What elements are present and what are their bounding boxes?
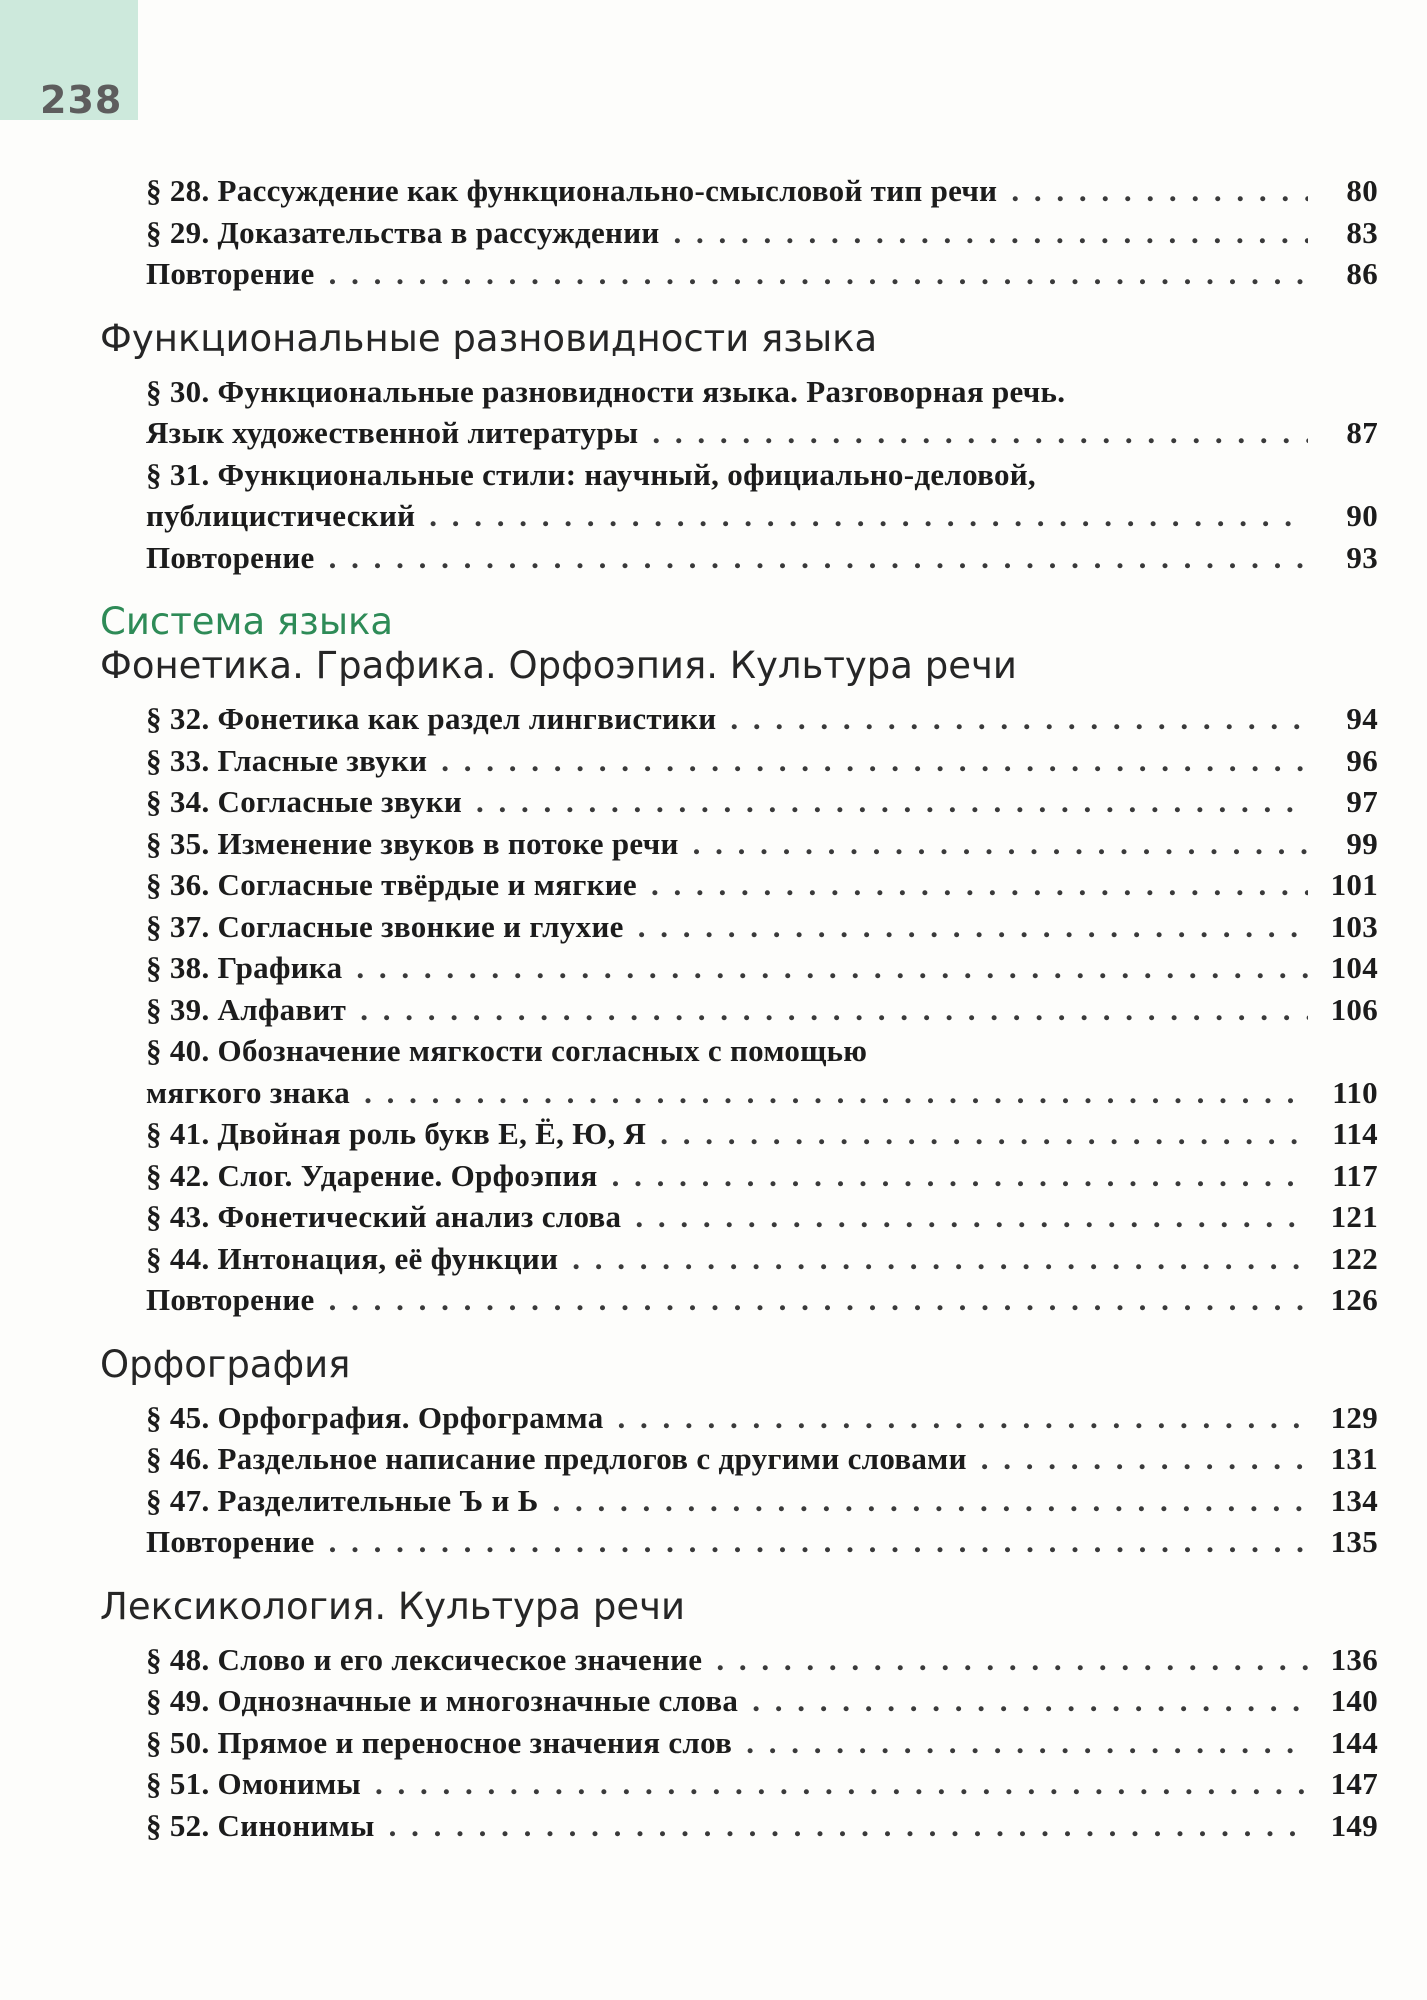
toc-entry[interactable]	[146, 823, 1378, 865]
toc-entry[interactable]	[146, 1763, 1378, 1805]
toc-entry-page: 93	[1346, 539, 1378, 575]
toc-entry-label: Повторение	[146, 1282, 315, 1317]
toc-entry-list	[100, 170, 1378, 295]
dot-leader	[693, 823, 1308, 865]
toc-entry[interactable]	[146, 781, 1378, 823]
toc-entry[interactable]	[146, 1639, 1378, 1681]
section-heading: Фонетика. Графика. Орфоэпия. Культура речи	[100, 644, 1017, 687]
toc-entry-page: 129	[1330, 1399, 1378, 1435]
toc-entry-label: § 43. Фонетический анализ слова	[146, 1199, 622, 1234]
dot-leader	[635, 1196, 1308, 1238]
toc-entry-label: § 36. Согласные твёрдые и мягкие	[146, 867, 637, 902]
toc-entry-page: 90	[1346, 498, 1378, 533]
toc-entry-label: § 52. Синонимы	[146, 1807, 375, 1843]
toc-entry[interactable]	[146, 212, 1378, 254]
dot-leader	[730, 698, 1308, 740]
toc-entry[interactable]	[146, 170, 1378, 212]
dot-leader	[375, 1763, 1308, 1805]
toc-entry-label: § 34. Согласные звуки	[146, 784, 463, 819]
toc-entry-title-line: § 40. Обозначение мягкости согласных с помощью	[146, 1033, 868, 1068]
dot-leader	[329, 1521, 1308, 1563]
toc-entry-label: § 47. Разделительные Ъ и Ь	[146, 1482, 539, 1518]
dot-leader	[612, 1155, 1308, 1197]
toc-entry-page: 103	[1330, 908, 1378, 944]
toc-entry-page: 140	[1330, 1683, 1378, 1718]
section-heading: Функциональные разновидности языка	[100, 316, 878, 360]
toc-entry-page: 134	[1330, 1482, 1378, 1518]
toc-entry-page: 136	[1330, 1641, 1378, 1677]
toc-entry-page: 121	[1330, 1199, 1378, 1234]
toc-entry-label: § 37. Согласные звонкие и глухие	[146, 908, 624, 944]
toc-entry[interactable]	[146, 1072, 1378, 1114]
toc-entry-label: § 45. Орфография. Орфограмма	[146, 1399, 604, 1435]
toc-entry-page: 97	[1346, 784, 1378, 819]
toc-entry[interactable]	[146, 989, 1378, 1031]
dot-leader	[651, 864, 1308, 906]
toc-entry-list	[100, 1639, 1378, 1847]
toc-entry-page: 135	[1330, 1524, 1378, 1559]
toc-entry-page: 149	[1330, 1807, 1378, 1843]
toc-entry-list	[100, 1397, 1378, 1563]
toc-entry[interactable]	[146, 947, 1378, 989]
toc-entry-label: § 33. Гласные звуки	[146, 742, 428, 778]
dot-leader	[356, 947, 1308, 989]
toc-entry[interactable]	[146, 698, 1378, 740]
dot-leader	[476, 781, 1308, 823]
toc-entry-title-line: § 30. Функциональные разновидности языка. Разговорная речь.	[146, 373, 1066, 409]
toc-entry[interactable]	[146, 1196, 1378, 1238]
toc-entry[interactable]	[146, 864, 1378, 906]
dot-leader	[618, 1397, 1309, 1439]
dot-leader	[572, 1238, 1308, 1280]
toc-entry-page: 144	[1330, 1724, 1378, 1760]
toc-entry[interactable]	[146, 906, 1378, 948]
toc-entry-page: 94	[1346, 701, 1378, 736]
toc-entry-label: Повторение	[146, 539, 315, 575]
dot-leader	[360, 989, 1308, 1031]
toc-entry-page: 96	[1346, 742, 1378, 778]
toc-entry-label: § 29. Доказательства в рассуждении	[146, 214, 660, 250]
toc-entry-label: § 28. Рассуждение как функционально-смысловой тип речи	[146, 173, 998, 208]
toc-entry-list	[100, 371, 1378, 579]
toc-entry-label: § 48. Слово и его лексическое значение	[146, 1641, 703, 1677]
toc-entry-label: § 35. Изменение звуков в потоке речи	[146, 825, 679, 861]
toc-entry[interactable]	[146, 1113, 1378, 1155]
toc-section	[100, 1585, 1378, 1847]
toc-entry[interactable]	[146, 1279, 1378, 1321]
toc-entry[interactable]	[146, 1480, 1378, 1522]
dot-leader	[638, 906, 1308, 948]
dot-leader	[329, 253, 1308, 295]
toc-entry[interactable]	[146, 1722, 1378, 1764]
page-number: 238	[40, 78, 123, 122]
toc-entry-page: 110	[1332, 1074, 1378, 1110]
dot-leader	[389, 1805, 1308, 1847]
toc-entry-page: 126	[1330, 1282, 1378, 1317]
toc-entry[interactable]	[146, 1680, 1378, 1722]
dot-leader	[553, 1480, 1309, 1522]
dot-leader	[441, 740, 1308, 782]
toc-section	[100, 317, 1378, 579]
toc-entry-label: публицистический	[146, 498, 416, 533]
dot-leader	[660, 1113, 1308, 1155]
toc-entry[interactable]	[146, 537, 1378, 579]
toc-section	[100, 170, 1378, 295]
toc-entry-page: 147	[1330, 1766, 1378, 1801]
toc-entry-label: мягкого знака	[146, 1074, 351, 1110]
toc-entry[interactable]	[146, 1521, 1378, 1563]
toc-entry-page: 86	[1346, 256, 1378, 291]
table-of-contents	[100, 170, 1378, 1868]
toc-entry-label: § 32. Фонетика как раздел лингвистики	[146, 701, 717, 736]
part-heading: Система языка	[100, 600, 394, 643]
toc-entry[interactable]	[146, 1438, 1378, 1480]
dot-leader	[429, 495, 1308, 537]
toc-entry-label: § 46. Раздельное написание предлогов с другими словами	[146, 1441, 967, 1476]
toc-entry[interactable]	[146, 1155, 1378, 1197]
toc-entry-page: 99	[1346, 825, 1378, 861]
toc-section	[100, 600, 1378, 1321]
toc-entry-label: § 49. Однозначные и многозначные слова	[146, 1683, 739, 1718]
toc-entry-label: § 41. Двойная роль букв Е, Ё, Ю, Я	[146, 1116, 647, 1151]
toc-entry-label: § 51. Омонимы	[146, 1766, 362, 1801]
toc-section	[100, 1343, 1378, 1563]
toc-entry[interactable]	[146, 1238, 1378, 1280]
toc-entry[interactable]	[146, 253, 1378, 295]
dot-leader	[746, 1722, 1308, 1764]
toc-entry-page: 101	[1330, 867, 1378, 902]
toc-entry-label: Повторение	[146, 1524, 315, 1559]
toc-entry-page: 122	[1330, 1240, 1378, 1276]
toc-entry[interactable]	[146, 1397, 1378, 1439]
toc-entry-label: § 44. Интонация, её функции	[146, 1240, 559, 1276]
dot-leader	[674, 212, 1308, 254]
section-heading: Орфография	[100, 1342, 351, 1386]
toc-entry-page: 87	[1346, 415, 1378, 450]
dot-leader	[329, 537, 1308, 579]
dot-leader	[364, 1072, 1308, 1114]
toc-entry[interactable]	[146, 1805, 1378, 1847]
dot-leader	[981, 1438, 1308, 1480]
toc-entry-page: 114	[1332, 1116, 1378, 1151]
dot-leader	[752, 1680, 1308, 1722]
toc-entry-label: § 38. Графика	[146, 950, 343, 985]
dot-leader	[716, 1639, 1308, 1681]
toc-entry-page: 106	[1330, 991, 1378, 1027]
toc-entry-page: 104	[1330, 950, 1378, 985]
toc-entry-label: § 42. Слог. Ударение. Орфоэпия	[146, 1157, 598, 1193]
toc-entry-page: 117	[1332, 1157, 1378, 1193]
toc-entry-title-line: § 31. Функциональные стили: научный, официально-деловой,	[146, 456, 1036, 492]
dot-leader	[652, 412, 1308, 454]
dot-leader	[1011, 170, 1308, 212]
toc-entry-page: 83	[1346, 214, 1378, 250]
toc-entry-label: § 50. Прямое и переносное значения слов	[146, 1724, 733, 1760]
section-heading: Лексикология. Культура речи	[100, 1584, 686, 1628]
toc-entry-label: § 39. Алфавит	[146, 991, 347, 1027]
toc-entry[interactable]	[146, 412, 1378, 454]
toc-entry-list	[100, 698, 1378, 1321]
toc-entry[interactable]	[146, 740, 1378, 782]
toc-entry-page: 131	[1330, 1441, 1378, 1476]
toc-entry-label: Повторение	[146, 256, 315, 291]
toc-entry-label: Язык художественной литературы	[146, 415, 639, 450]
dot-leader	[329, 1279, 1308, 1321]
toc-entry-page: 80	[1346, 173, 1378, 208]
toc-entry[interactable]	[146, 495, 1378, 537]
